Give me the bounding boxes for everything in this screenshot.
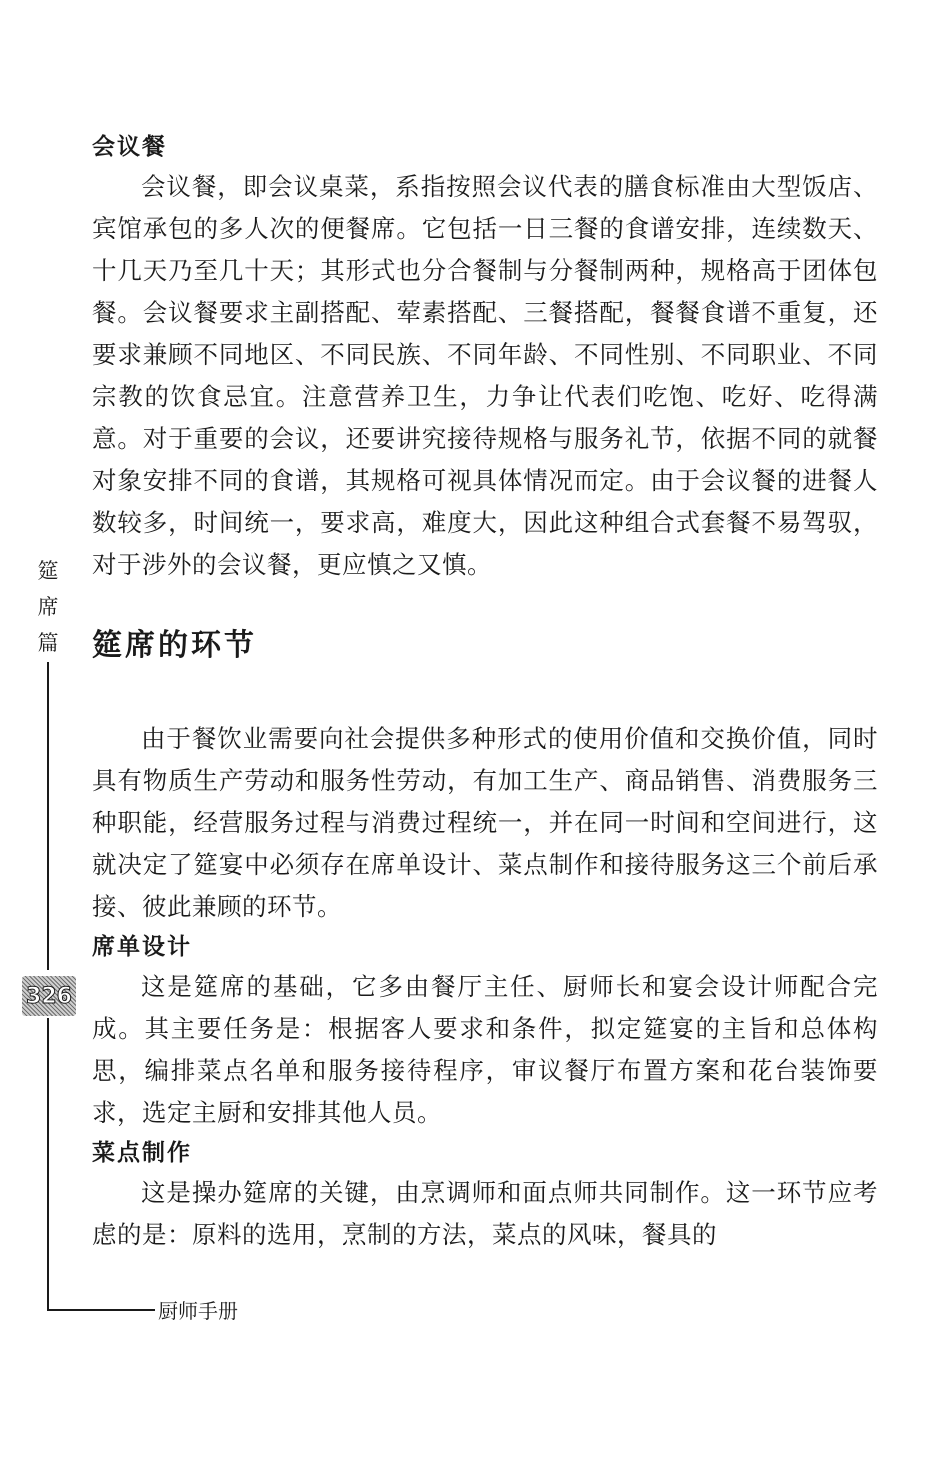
paragraph-dish-making: 这是操办筵席的关键，由烹调师和面点师共同制作。这一环节应考虑的是：原料的选用，烹制的方法，菜点的风味，餐具的 (92, 1178, 878, 1249)
side-section-label (36, 553, 60, 661)
heading-dish-making: 菜点制作 (92, 1140, 192, 1166)
paragraph-banquet-stages-intro: 由于餐饮业需要向社会提供多种形式的使用价值和交换价值，同时具有物质生产劳动和服务性劳动，有加工生产、商品销售、消费服务三种职能，经营服务过程与消费过程统一，并在同一时间和空间进行，这就决定了筵宴中必须存在席单设计、菜点制作和接待服务这三个前后承接、彼此兼顾的环节。 (92, 724, 878, 921)
paragraph-meeting-meal: 会议餐，即会议桌菜，系指按照会议代表的膳食标准由大型饭店、宾馆承包的多人次的便餐席。它包括一日三餐的食谱安排，连续数天、十几天乃至几十天；其形式也分合餐制与分餐制两种，规格高于团体包餐。会议餐要求主副搭配、荤素搭配、三餐搭配，餐餐食谱不重复，还要求兼顾不同地区、不同民族、不同年龄、不同性别、不同职业、不同宗教的饮食忌宜。注意营养卫生，力争让代表们吃饱、吃好、吃得满意。对于重要的会议，还要讲究接待规格与服务礼节，依据不同的就餐对象安排不同的食谱，其规格可视具体情况而定。由于会议餐的进餐人数较多，时间统一，要求高，难度大，因此这种组合式套餐不易驾驭，对于涉外的会议餐，更应慎之又慎。 (92, 172, 878, 579)
paragraph-menu-design: 这是筵席的基础，它多由餐厅主任、厨师长和宴会设计师配合完成。其主要任务是：根据客人要求和条件，拟定筵宴的主旨和总体构思，编排菜点名单和服务接待程序，审议餐厅布置方案和花台装饰要求，选定主厨和安排其他人员。 (92, 972, 878, 1127)
side-label-char: 筵 (37, 559, 59, 583)
margin-rule-lower (47, 1018, 49, 1310)
side-label-char: 席 (37, 595, 59, 619)
page-body (92, 128, 878, 1256)
page-number: 326 (26, 983, 72, 1009)
heading-menu-design: 席单设计 (92, 934, 192, 960)
footer-book-title: 厨师手册 (158, 1299, 238, 1323)
margin-rule-upper (47, 662, 49, 970)
side-label-char: 篇 (37, 631, 59, 655)
section-title-banquet-stages: 筵席的环节 (92, 628, 257, 663)
page-number-badge (22, 976, 76, 1016)
heading-meeting-meal: 会议餐 (92, 134, 167, 160)
footer-rule (47, 1309, 155, 1311)
